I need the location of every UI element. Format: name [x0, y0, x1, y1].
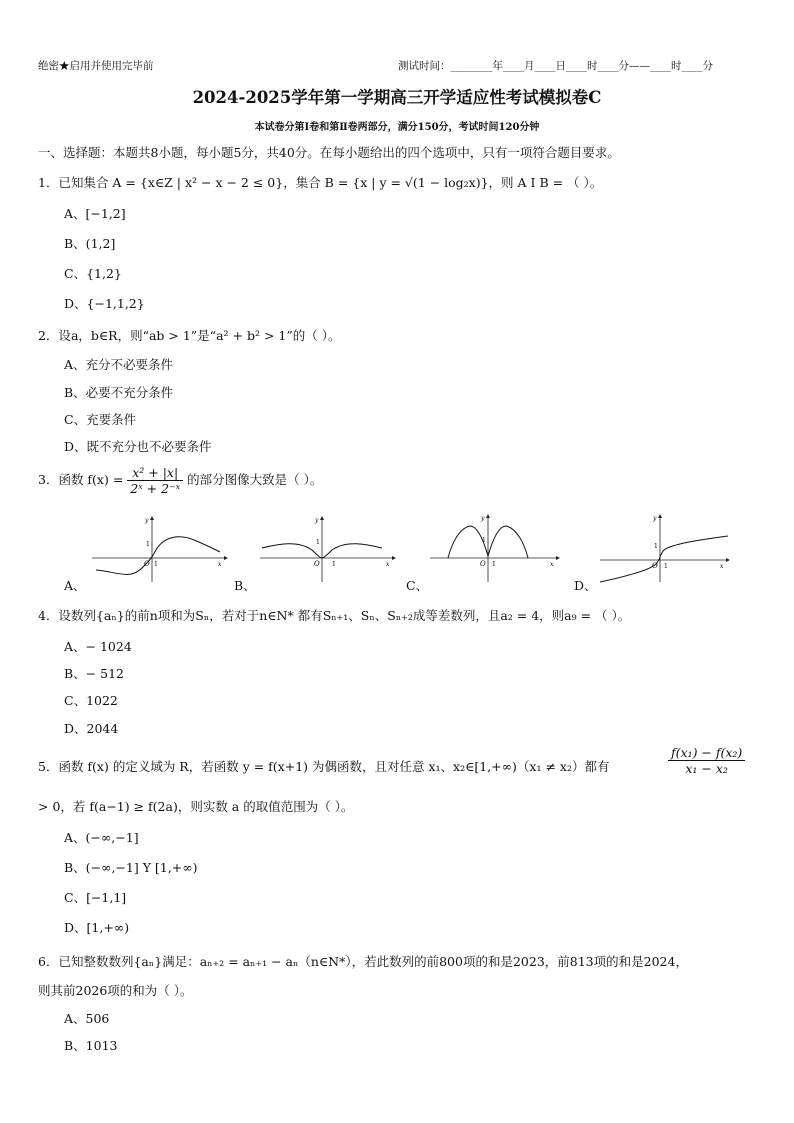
- graph-a-origin: O: [144, 560, 150, 568]
- graph-b-origin: O: [314, 560, 320, 568]
- question-2-option-d: D、既不充分也不必要条件: [64, 439, 212, 454]
- graph-d-y-label: y: [653, 515, 657, 522]
- question-3-fraction: [127, 465, 183, 496]
- question-4-option-d: D、2044: [64, 721, 119, 736]
- graph-d-tick-y: 1: [654, 543, 658, 550]
- graph-c-x-label: x: [550, 561, 554, 568]
- question-4-stem: 4．设数列{aₙ}的前n项和为Sₙ，若对于n∈N* 都有Sₙ₊₁、Sₙ、Sₙ₊₂成等差数列，且a₂ = 4，则a₉ = （ ）。: [38, 608, 631, 623]
- question-4-option-c: C、1022: [64, 693, 118, 708]
- question-5-stem-line1: 5．函数 f(x) 的定义域为 R，若函数 y = f(x+1) 为偶函数，且对任意 x₁、x₂∈[1,+∞)（x₁ ≠ x₂）都有: [38, 759, 610, 774]
- graph-a-x-label: x: [218, 561, 222, 568]
- header-left: 绝密★启用并使用完毕前: [38, 60, 154, 72]
- question-5-fraction-den: x₁ − x₂: [685, 761, 728, 776]
- graph-a: [90, 514, 230, 584]
- header-right: 测试时间：________年____月____日____时____分——____时____分: [398, 60, 713, 72]
- graph-d-label: D、: [574, 578, 597, 593]
- graph-c-tick-x: 1: [492, 561, 496, 568]
- graph-d-tick-x: 1: [664, 563, 668, 570]
- graph-d: [598, 512, 738, 584]
- question-5-option-a: A、(−∞,−1]: [64, 830, 139, 845]
- graph-b-x-label: x: [386, 561, 390, 568]
- question-3-suffix: 的部分图像大致是（ ）。: [187, 472, 323, 487]
- question-3-stem: [38, 465, 322, 496]
- graph-d-origin: O: [652, 562, 658, 570]
- question-1-option-b: B、(1,2]: [64, 236, 116, 251]
- question-1-option-c: C、{1,2}: [64, 266, 122, 281]
- question-5-stem-line2: > 0，若 f(a−1) ≥ f(2a)，则实数 a 的取值范围为（ ）。: [38, 799, 354, 814]
- question-1-stem: 1．已知集合 A = {x∈Z | x² − x − 2 ≤ 0}，集合 B = {x | y = √(1 − log₂x)}，则 A I B = （ ）。: [38, 175, 603, 190]
- graph-b-tick-y: 1: [316, 539, 320, 546]
- question-6-stem-line2: 则其前2026项的和为（ ）。: [38, 983, 193, 998]
- question-1-option-a: A、[−1,2]: [64, 206, 126, 221]
- graph-b-label: B、: [234, 578, 256, 593]
- question-6-option-b: B、1013: [64, 1038, 118, 1053]
- graph-c-label: C、: [406, 578, 429, 593]
- page-subtitle: 本试卷分第Ⅰ卷和第Ⅱ卷两部分，满分150分，考试时间120分钟: [254, 122, 540, 133]
- question-6-stem-line1: 6．已知整数数列{aₙ}满足：aₙ₊₂ = aₙ₊₁ − aₙ（n∈N*），若此数列的前800项的和是2023，前813项的和是2024，: [38, 954, 688, 969]
- question-5-fraction: [668, 745, 745, 776]
- graph-a-tick-x: 1: [154, 561, 158, 568]
- question-5-option-c: C、[−1,1]: [64, 890, 127, 905]
- question-3-fraction-num: x² + |x|: [127, 465, 183, 481]
- graph-b-y-label: y: [315, 517, 319, 524]
- section-heading: 一、选择题：本题共8小题，每小题5分，共40分。在每小题给出的四个选项中，只有一项符合题目要求。: [38, 145, 620, 160]
- graph-c: [428, 512, 568, 584]
- graph-c-tick-y: 1: [482, 537, 486, 544]
- graph-c-origin: O: [480, 560, 486, 568]
- question-2-stem: 2．设a，b∈R，则“ab > 1”是“a² + b² > 1”的（ ）。: [38, 328, 341, 343]
- question-6-option-a: A、506: [64, 1011, 110, 1026]
- graph-a-tick-y: 1: [146, 541, 150, 548]
- question-4-option-b: B、− 512: [64, 666, 124, 681]
- graph-a-label: A、: [64, 578, 86, 593]
- page-title: 2024-2025学年第一学期高三开学适应性考试模拟卷C: [192, 88, 602, 107]
- graph-b: [258, 514, 398, 584]
- question-5-option-b: B、(−∞,−1] Y [1,+∞): [64, 860, 198, 875]
- graph-b-tick-x: 1: [332, 561, 336, 568]
- question-1-option-d: D、{−1,1,2}: [64, 296, 145, 311]
- graph-d-x-label: x: [720, 563, 724, 570]
- question-3-prefix: 3．函数 f(x) =: [38, 472, 124, 487]
- question-3-fraction-den: 2ˣ + 2⁻ˣ: [130, 481, 181, 496]
- question-2-option-c: C、充要条件: [64, 412, 137, 427]
- graph-a-y-label: y: [145, 517, 149, 524]
- graph-c-y-label: y: [481, 515, 485, 522]
- question-2-option-b: B、必要不充分条件: [64, 385, 174, 400]
- question-4-option-a: A、− 1024: [64, 639, 132, 654]
- question-5-fraction-num: f(x₁) − f(x₂): [668, 745, 745, 761]
- question-2-option-a: A、充分不必要条件: [64, 357, 174, 372]
- question-5-option-d: D、[1,+∞): [64, 920, 130, 935]
